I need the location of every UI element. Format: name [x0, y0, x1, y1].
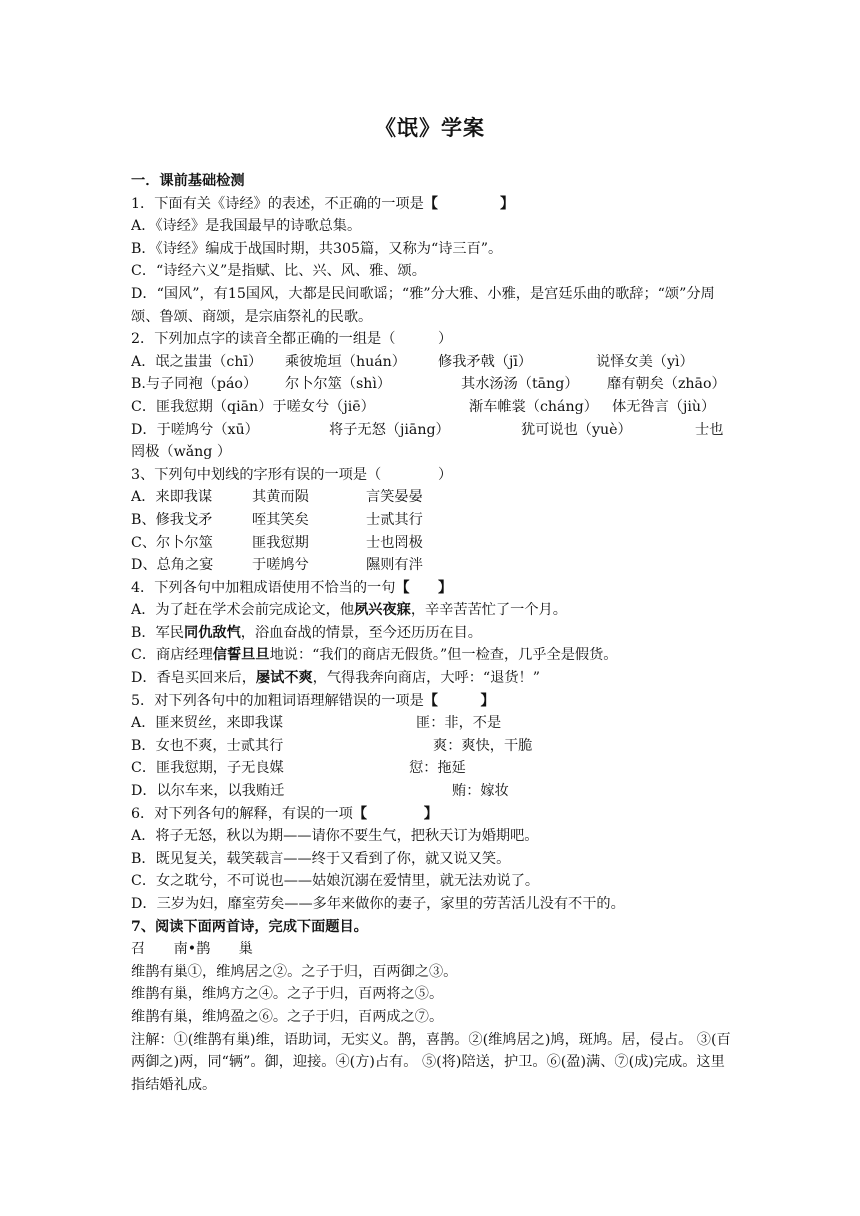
option-a — [131, 351, 731, 374]
option-d — [131, 554, 731, 577]
question-4-text: 4．下列各句中加粗成语使用不恰当的一句 — [131, 579, 396, 596]
bold-idiom: 信誓旦旦 — [212, 647, 270, 664]
option-d-text-end: ，气得我奔向商店，大呼：“退货！” — [312, 670, 540, 687]
option-a-text-end: ，辛辛苦苦忙了一个月。 — [410, 602, 567, 619]
option-a-sentence: A．匪来贸丝，来即我谋 — [131, 715, 284, 732]
option-c-part-3: 体无咎言（jiù） — [612, 398, 716, 415]
option-c-part-2: 匪我愆期 — [252, 534, 309, 551]
option-d-part-1: D．于嗟鸠兮（xū） — [131, 421, 259, 438]
answer-bracket: 【 】 — [395, 579, 453, 596]
question-6-text: 6．对下列各句的解释，有误的一项 — [131, 805, 353, 822]
option-b-part-4: 靡有朝矣（zhāo） — [607, 376, 726, 393]
option-a-part-1: A．来即我谋 — [131, 489, 213, 506]
answer-bracket-close: 】 — [499, 195, 515, 212]
question-7-stem: 7、阅读下面两首诗，完成下面题目。 — [131, 918, 368, 935]
option-d-gloss: 贿：嫁妆 — [452, 783, 509, 800]
poem-line-2: 维鹊有巢，维鸠方之④。之子于归，百两将之⑤。 — [131, 986, 444, 1003]
option-d — [131, 419, 731, 442]
option-a: A．将子无怒，秋以为期——请你不要生气，把秋天订为婚期吧。 — [131, 828, 539, 845]
option-c: C．“诗经六义”是指赋、比、兴、风、雅、颂。 — [131, 263, 426, 280]
option-d-part-2: 于嗟鸠兮 — [252, 557, 309, 574]
option-b-part-1: B、修我戈矛 — [131, 511, 213, 528]
question-6-stem — [131, 803, 731, 826]
option-d-text: D．香皂买回来后， — [131, 670, 256, 687]
option-b-part-3: 其水汤汤（tāng） — [461, 376, 579, 393]
option-c — [131, 396, 731, 419]
option-b — [131, 509, 731, 532]
question-5-text: 5．对下列各句中的加粗词语理解错误的一项是 — [131, 692, 424, 709]
option-a-part-2: 其黄而陨 — [252, 489, 309, 506]
option-b: B．既见复关，载笑载言——终于又看到了你，就又说又笑。 — [131, 850, 511, 867]
option-b-part-3: 士贰其行 — [366, 511, 423, 528]
question-1-text: 1．下面有关《诗经》的表述，不正确的一项是 — [131, 195, 424, 212]
option-d-continued: 罔极（wǎng ） — [131, 444, 232, 461]
option-d-part-3: 犹可说也（yuè） — [521, 421, 632, 438]
option-d-part-1: D、总角之宴 — [131, 557, 214, 574]
option-c-gloss: 愆：拖延 — [409, 760, 466, 777]
option-b: B．《诗经》编成于战国时期，共305篇，又称为“诗三百”。 — [131, 240, 503, 257]
option-c: C．女之耽兮，不可说也——姑娘沉溺在爱情里，就无法劝说了。 — [131, 873, 540, 890]
question-2-stem: 2．下列加点字的读音全都正确的一组是（ ） — [131, 331, 453, 348]
option-c-part-1: C．匪我愆期（qiān）于嗟女兮（jiē） — [131, 398, 375, 415]
question-1-stem — [131, 193, 731, 216]
option-b-gloss: 爽：爽快，干脆 — [433, 737, 533, 754]
bold-idiom: 夙兴夜寐 — [354, 602, 411, 619]
bold-idiom: 同仇敌忾 — [184, 624, 241, 641]
option-a-part-3: 修我矛戟（jī） — [438, 353, 533, 370]
question-4-stem — [131, 577, 731, 600]
option-a — [131, 712, 731, 735]
option-b-text-end: ，浴血奋战的情景，至今还历历在目。 — [240, 624, 482, 641]
option-d: D．“国风”，有15国风，大都是民间歌谣；“雅”分大雅、小雅，是宫廷乐曲的歌辞；“颂”分周颂、鲁颂、商颂，是宗庙祭礼的民歌。 — [131, 285, 715, 325]
poem-title: 召 南•鹊 巢 — [131, 941, 253, 958]
option-c — [131, 532, 731, 555]
option-c-text-end: 地说：“我们的商店无假货。”但一检查，几乎全是假货。 — [269, 647, 618, 664]
answer-bracket: 【 】 — [423, 692, 495, 709]
option-c-sentence: C．匪我愆期，子无良媒 — [131, 760, 284, 777]
option-c — [131, 644, 731, 667]
option-a-gloss: 匪：非，不是 — [416, 715, 502, 732]
bold-idiom: 屡试不爽 — [255, 670, 313, 687]
poem-notes: 注解：①(维鹊有巢)维，语助词，无实义。鹊，喜鹊。②(维鸠居之)鸠，斑鸠。居，侵占。 ③(百两御之)两，同“辆”。御，迎接。④(方)占有。 ⑤(将)陪送，护卫。⑥(盈)满、⑦(成)完成。这里指结婚礼成。 — [131, 1031, 731, 1093]
option-d — [131, 780, 731, 803]
option-a-part-3: 言笑晏晏 — [366, 489, 423, 506]
option-a — [131, 486, 731, 509]
option-a-part-1: A．氓之蚩蚩（chī） — [131, 353, 263, 370]
option-b-sentence: B．女也不爽，士贰其行 — [131, 737, 284, 754]
option-a-text: A．为了赶在学术会前完成论文，他 — [131, 602, 355, 619]
option-d: D．三岁为妇，靡室劳矣——多年来做你的妻子，家里的劳苦活儿没有不干的。 — [131, 896, 625, 912]
document-body — [131, 170, 731, 1096]
option-d-part-2: 将子无怒（jiāng） — [329, 421, 450, 438]
option-c-part-3: 士也罔极 — [366, 534, 423, 551]
option-d — [131, 667, 731, 690]
option-a-part-2: 乘彼垝垣（huán） — [285, 353, 406, 370]
answer-bracket: 【 】 — [352, 805, 438, 822]
option-b — [131, 735, 731, 758]
question-5-stem — [131, 690, 731, 713]
option-b — [131, 373, 731, 396]
option-b-part-2: 咥其笑矣 — [252, 511, 309, 528]
option-d-part-4: 士也 — [695, 421, 724, 438]
poem-line-1: 维鹊有巢①，维鸠居之②。之子于归，百两御之③。 — [131, 963, 458, 980]
question-3-stem: 3、下列句中划线的字形有误的一项是（ ） — [131, 466, 453, 483]
page-title: 《氓》学案 — [375, 115, 485, 140]
option-c-text: C．商店经理 — [131, 647, 213, 664]
option-b-text: B．军民 — [131, 624, 184, 641]
answer-bracket-open: 【 — [423, 195, 438, 212]
option-b-part-1: B.与子同袍（páo） — [131, 376, 258, 393]
option-c-part-1: C、尔卜尔筮 — [131, 534, 213, 551]
option-b-part-2: 尔卜尔筮（shì） — [285, 376, 392, 393]
option-a — [131, 599, 731, 622]
option-d-sentence: D．以尔车来，以我贿迁 — [131, 783, 285, 800]
option-a-part-4: 说怿女美（yì） — [596, 353, 694, 370]
section-heading: 一．课前基础检测 — [131, 173, 245, 189]
option-a: A．《诗经》是我国最早的诗歌总集。 — [131, 218, 362, 235]
option-d-part-3: 隰则有泮 — [366, 557, 423, 574]
poem-line-3: 维鹊有巢，维鸠盈之⑥。之子于归，百两成之⑦。 — [131, 1008, 444, 1025]
option-b — [131, 622, 731, 645]
option-c-part-2: 渐车帷裳（cháng） — [469, 398, 598, 415]
option-c — [131, 757, 731, 780]
